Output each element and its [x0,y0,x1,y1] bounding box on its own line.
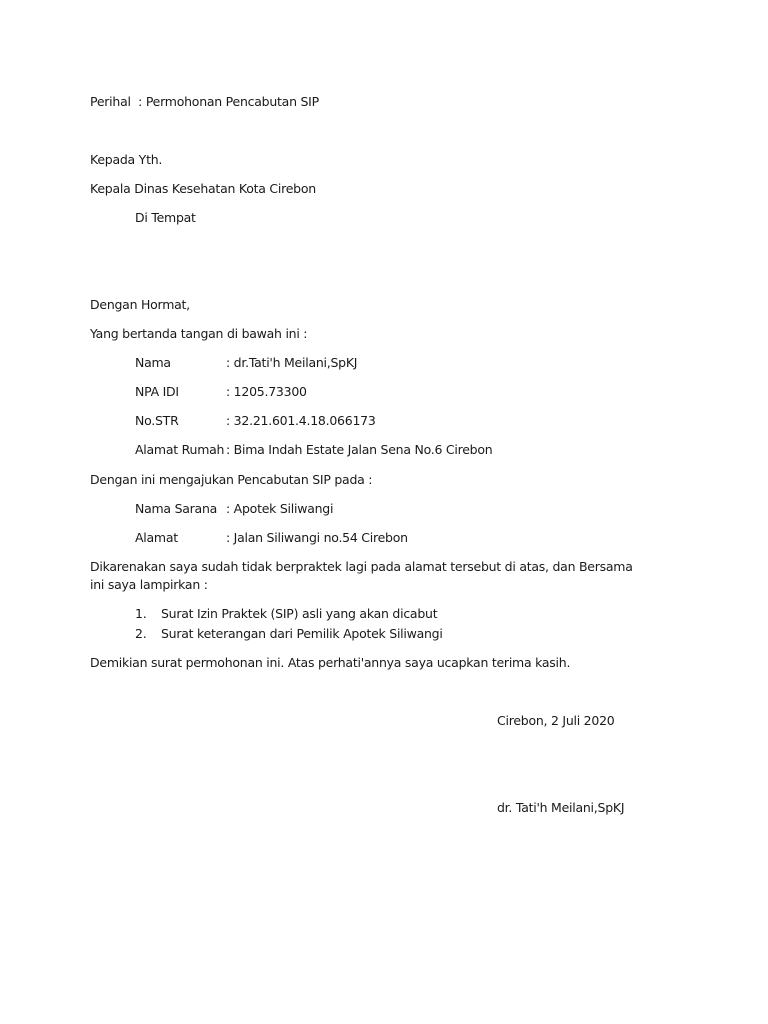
field-value: : 1205.73300 [226,384,307,399]
request-intro: Dengan ini mengajukan Pencabutan SIP pada : [90,472,373,487]
field-value: : Bima Indah Estate Jalan Sena No.6 Cirebon [226,442,493,457]
facility-field-address [135,529,408,547]
field-label: Alamat Rumah [135,442,225,457]
greeting: Dengan Hormat, [90,297,190,312]
signer-field-address [135,441,492,459]
field-label: Alamat [135,530,178,545]
signer-field-npa [135,383,307,401]
attachment-text: Surat keterangan dari Pemilik Apotek Siliwangi [161,626,443,641]
attachment-item [135,605,437,623]
recipient-name: Kepala Dinas Kesehatan Kota Cirebon [90,181,316,196]
attachment-item [135,625,443,643]
field-value: : 32.21.601.4.18.066173 [226,413,376,428]
field-value: : Jalan Siliwangi no.54 Cirebon [226,530,408,545]
subject-value: : Permohonan Pencabutan SIP [138,94,319,109]
signer-field-str [135,412,376,430]
closing-paragraph: Demikian surat permohonan ini. Atas perhati'annya saya ucapkan terima kasih. [90,655,571,670]
signature-name: dr. Tati'h Meilani,SpKJ [497,800,625,815]
field-label: Nama [135,355,171,370]
subject-line [90,93,319,111]
field-label: NPA IDI [135,384,179,399]
signer-field-name [135,354,357,372]
field-label: Nama Sarana [135,501,218,516]
place-date: Cirebon, 2 Juli 2020 [497,713,615,728]
facility-field-name [135,500,333,518]
field-value: : Apotek Siliwangi [226,501,334,516]
field-label: No.STR [135,413,179,428]
reason-paragraph: Dikarenakan saya sudah tidak berpraktek lagi pada alamat tersebut di atas, dan Bersama ini saya lampirkan : [90,559,633,592]
field-value: : dr.Tati'h Meilani,SpKJ [226,355,358,370]
recipient-place: Di Tempat [135,210,196,225]
recipient-salutation: Kepada Yth. [90,152,163,167]
attachment-number: 2. [135,626,147,641]
signer-intro: Yang bertanda tangan di bawah ini : [90,326,308,341]
subject-label: Perihal [90,94,131,109]
attachment-number: 1. [135,606,147,621]
attachment-text: Surat Izin Praktek (SIP) asli yang akan dicabut [161,606,438,621]
